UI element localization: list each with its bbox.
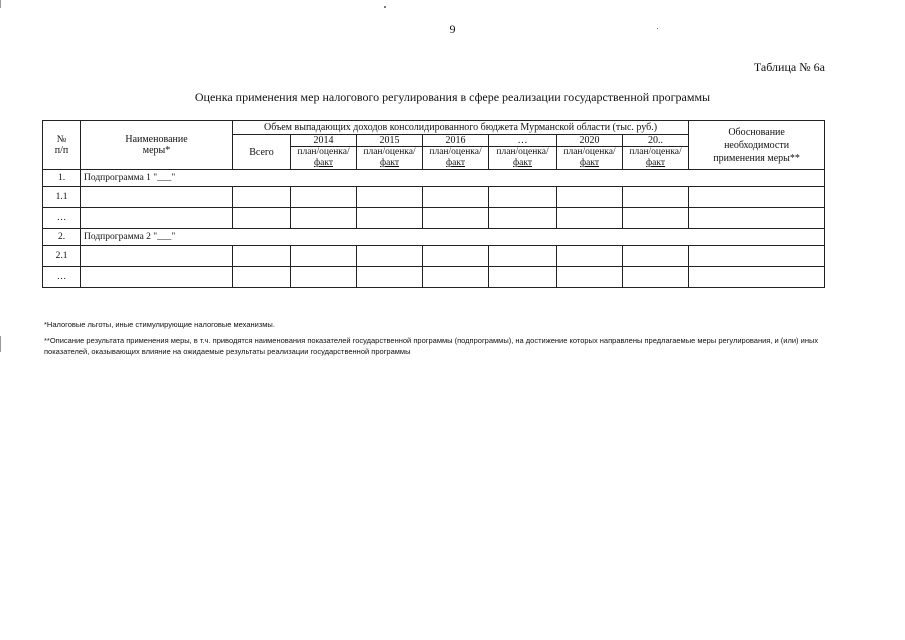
empty-cell [689, 187, 825, 208]
year-subheader-bottom: факт [512, 158, 532, 168]
year-subheader-top: план/оценка/ [496, 147, 549, 157]
empty-cell [291, 267, 357, 288]
subprogram-name-cell: Подпрограмма 2 "___" [81, 229, 825, 246]
table-body [43, 121, 825, 288]
empty-cell [623, 246, 689, 267]
empty-cell [357, 208, 423, 229]
col-header-year: 2016 [423, 135, 489, 147]
empty-cell [557, 208, 623, 229]
empty-cell [689, 267, 825, 288]
row-number-cell: 2.1 [43, 246, 81, 267]
year-subheader-top: план/оценка/ [429, 147, 482, 157]
page-number: 9 [449, 22, 456, 36]
measure-name-cell [81, 208, 233, 229]
row-number-cell: … [43, 267, 81, 288]
col-header-year: 2015 [357, 135, 423, 147]
row-number-cell: 1. [43, 170, 81, 187]
empty-cell [357, 267, 423, 288]
footnote-1: *Налоговые льготы, иные стимулирующие налоговые механизмы. [44, 320, 275, 329]
col-header-year: 2014 [291, 135, 357, 147]
empty-cell [233, 208, 291, 229]
row-number-cell: … [43, 208, 81, 229]
col-header-year: 2020 [557, 135, 623, 147]
year-subheader [557, 147, 623, 170]
year-subheader [423, 147, 489, 170]
empty-cell [489, 267, 557, 288]
subprogram-name-cell: Подпрограмма 1 "___" [81, 170, 825, 187]
empty-cell [291, 187, 357, 208]
col-header-number: № п/п [43, 121, 81, 170]
year-subheader-top: план/оценка/ [563, 147, 616, 157]
year-subheader [489, 147, 557, 170]
year-subheader [623, 147, 689, 170]
col-header-volume: Объем выпадающих доходов консолидированного бюджета Мурманской области (тыс. руб.) [233, 121, 689, 135]
empty-cell [423, 246, 489, 267]
col-header-total: Всего [233, 135, 291, 170]
row-number-cell: 1.1 [43, 187, 81, 208]
empty-cell [623, 208, 689, 229]
year-subheader-bottom: факт [313, 158, 333, 168]
scan-edge-mark [0, 336, 1, 352]
measure-name-cell [81, 267, 233, 288]
year-subheader-bottom: факт [379, 158, 399, 168]
year-subheader [291, 147, 357, 170]
col-header-name: Наименование меры* [81, 121, 233, 170]
col-header-reason: Обоснование необходимости применения меры** [689, 121, 825, 170]
empty-cell [357, 187, 423, 208]
empty-cell [689, 246, 825, 267]
scan-edge-mark [0, 0, 1, 8]
empty-cell [557, 187, 623, 208]
empty-cell [233, 187, 291, 208]
empty-cell [489, 187, 557, 208]
scan-speck [384, 6, 386, 8]
footnotes [44, 319, 834, 357]
measure-name-cell [81, 246, 233, 267]
year-subheader-bottom: факт [646, 158, 666, 168]
empty-cell [557, 246, 623, 267]
empty-cell [689, 208, 825, 229]
table-row [43, 208, 825, 229]
empty-cell [489, 208, 557, 229]
empty-cell [423, 267, 489, 288]
measure-name-cell [81, 187, 233, 208]
empty-cell [489, 246, 557, 267]
empty-cell [423, 208, 489, 229]
empty-cell [623, 267, 689, 288]
year-subheader-bottom: факт [579, 158, 599, 168]
document-title: Оценка применения мер налогового регулирования в сфере реализации государственной программы [194, 90, 711, 104]
col-header-year: 20.. [623, 135, 689, 147]
empty-cell [557, 267, 623, 288]
year-subheader-top: план/оценка/ [629, 147, 682, 157]
table-row [43, 187, 825, 208]
empty-cell [233, 267, 291, 288]
subprogram-row [43, 229, 825, 246]
empty-cell [423, 187, 489, 208]
empty-cell [357, 246, 423, 267]
year-subheader-top: план/оценка/ [363, 147, 416, 157]
row-number-cell: 2. [43, 229, 81, 246]
table-row [43, 267, 825, 288]
table-label: Таблица № 6а [753, 60, 825, 74]
col-header-year: … [489, 135, 557, 147]
empty-cell [291, 208, 357, 229]
table-row [43, 246, 825, 267]
subprogram-row [43, 170, 825, 187]
year-subheader-bottom: факт [445, 158, 465, 168]
measures-table [42, 120, 825, 288]
empty-cell [233, 246, 291, 267]
empty-cell [623, 187, 689, 208]
footnote-2: **Описание результата применения меры, в т.ч. приводятся наименования показателей государственной программы (подпрограммы), на достижение которых направлены предлагаемые меры регулирования, и (или) иных показателей, оказывающих влияние на ожидаемые результаты реализации государственной программы [44, 336, 819, 356]
year-subheader [357, 147, 423, 170]
empty-cell [291, 246, 357, 267]
year-subheader-top: план/оценка/ [297, 147, 350, 157]
